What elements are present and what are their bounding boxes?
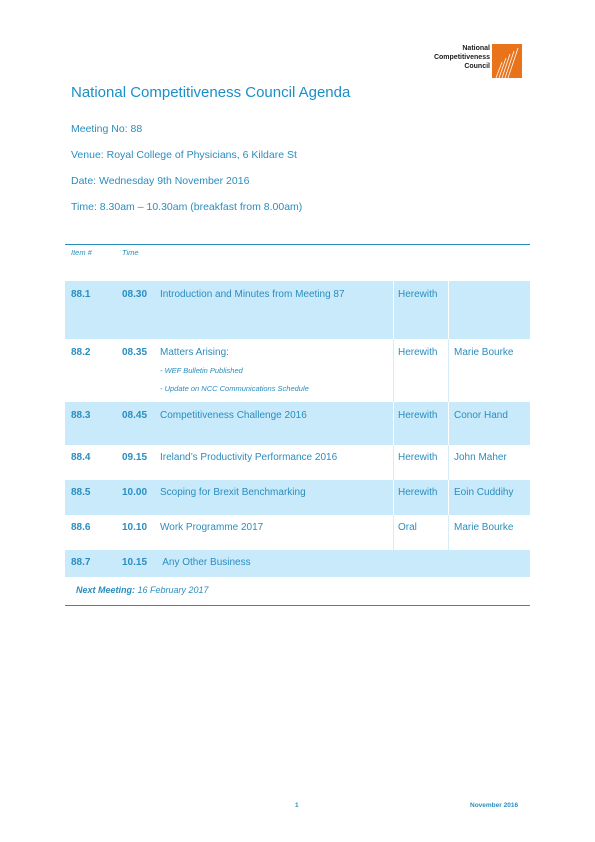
agenda-row — [65, 515, 530, 550]
item-lead: Marie Bourke — [454, 522, 514, 533]
agenda-header-row — [65, 245, 530, 281]
item-time: 08.30 — [122, 289, 148, 300]
footer-date: November 2016 — [470, 802, 519, 809]
item-title: Competitiveness Challenge 2016 — [160, 410, 307, 421]
item-title: Any Other Business — [160, 557, 251, 568]
item-time: 09.15 — [122, 452, 148, 463]
agenda-row — [65, 339, 530, 402]
agenda-row — [65, 402, 530, 445]
item-paper: Oral — [398, 522, 417, 533]
item-paper: Herewith — [398, 452, 438, 463]
item-paper: Herewith — [398, 289, 438, 300]
item-title: Scoping for Brexit Benchmarking — [160, 487, 306, 498]
item-number: 88.6 — [71, 522, 91, 533]
agenda-row — [65, 281, 530, 339]
item-number: 88.5 — [71, 487, 91, 498]
item-number: 88.2 — [71, 347, 91, 358]
item-number: 88.3 — [71, 410, 91, 421]
header-item-no: Item # — [71, 248, 92, 257]
meeting-date: Date: Wednesday 9th November 2016 — [71, 175, 250, 187]
document-title: National Competitiveness Council Agenda — [71, 84, 351, 101]
item-title: Ireland’s Productivity Performance 2016 — [160, 452, 338, 463]
next-meeting-row — [65, 577, 530, 605]
item-number: 88.7 — [71, 557, 91, 568]
item-number: 88.1 — [71, 289, 91, 300]
item-title: Introduction and Minutes from Meeting 87 — [160, 289, 345, 300]
next-meeting-label: Next Meeting: — [76, 585, 136, 595]
item-lead: Conor Hand — [454, 410, 508, 421]
meeting-number: Meeting No: 88 — [71, 123, 143, 135]
item-title: Work Programme 2017 — [160, 522, 264, 533]
agenda-row — [65, 480, 530, 515]
meeting-time: Time: 8.30am – 10.30am (breakfast from 8.00am) — [71, 201, 303, 213]
item-number: 88.4 — [71, 452, 91, 463]
logo-text: National Competitiveness Council — [433, 45, 490, 70]
page-number: 1 — [295, 802, 299, 809]
agenda-table — [65, 244, 530, 606]
item-subpoint: - WEF Bulletin Published — [160, 366, 243, 375]
item-lead: John Maher — [454, 452, 507, 463]
item-paper: Herewith — [398, 347, 438, 358]
logo-mark-icon — [492, 44, 522, 78]
agenda-row — [65, 445, 530, 480]
item-paper: Herewith — [398, 487, 438, 498]
item-subpoint: - Update on NCC Communications Schedule — [160, 384, 309, 393]
header-time: Time — [122, 248, 139, 257]
item-lead: Marie Bourke — [454, 347, 514, 358]
item-time: 10.00 — [122, 487, 148, 498]
item-title: Matters Arising: — [160, 347, 229, 358]
ncc-logo — [420, 44, 522, 78]
next-meeting-date: 16 February 2017 — [135, 585, 209, 595]
item-time: 10.15 — [122, 557, 148, 568]
item-paper: Herewith — [398, 410, 438, 421]
item-time: 10.10 — [122, 522, 148, 533]
meeting-venue: Venue: Royal College of Physicians, 6 Kildare St — [71, 149, 297, 161]
item-time: 08.35 — [122, 347, 148, 358]
item-lead: Eoin Cuddihy — [454, 487, 514, 498]
agenda-row — [65, 550, 530, 577]
item-time: 08.45 — [122, 410, 148, 421]
next-meeting — [65, 577, 530, 595]
